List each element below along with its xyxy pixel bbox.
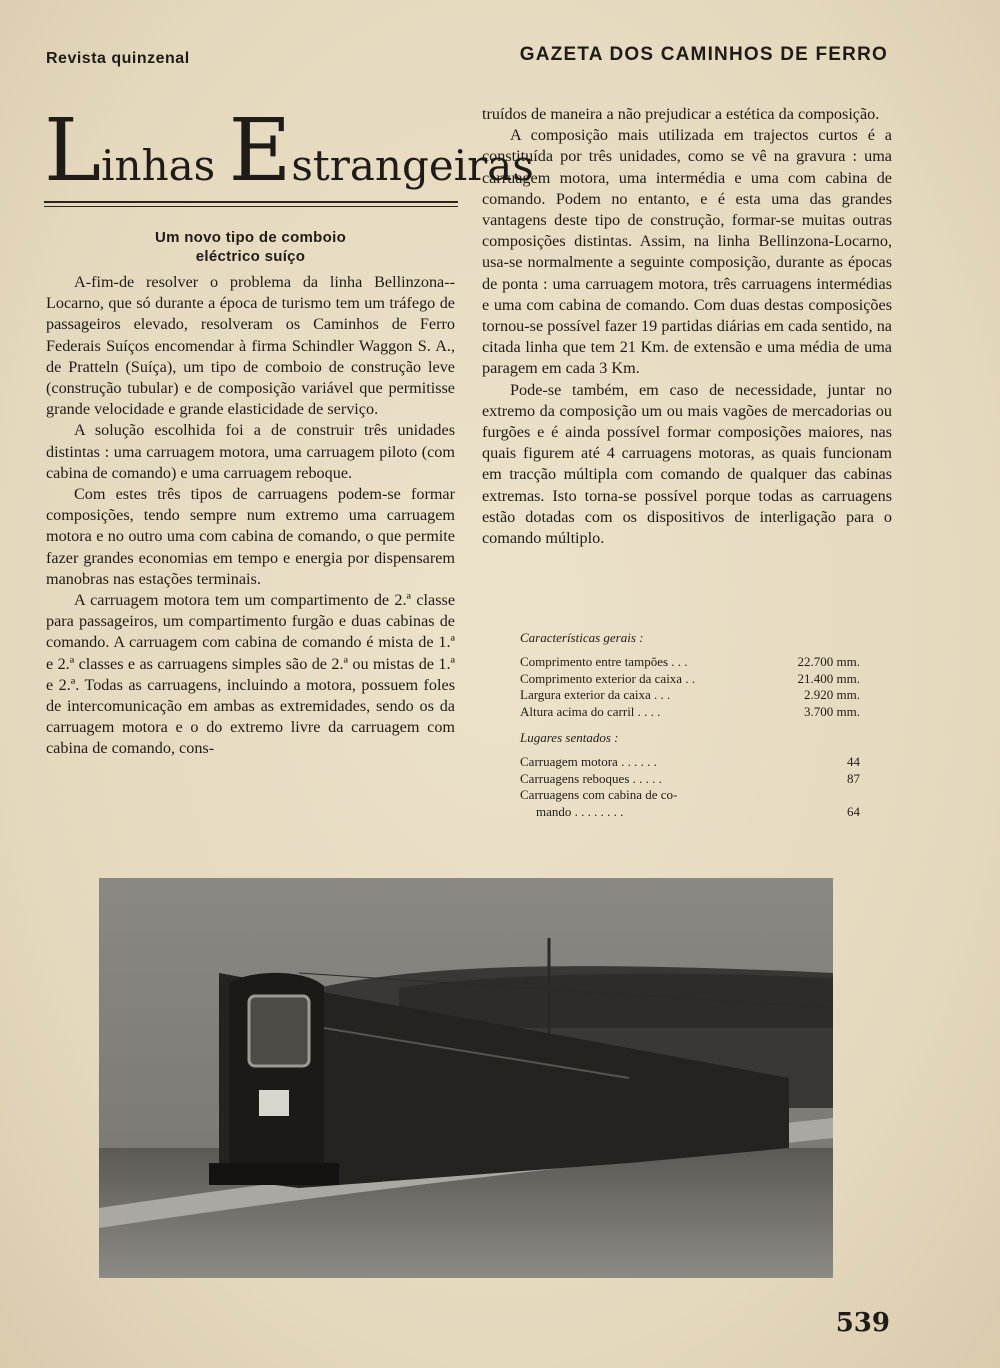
spec-label: Comprimento entre tampões . . . (520, 654, 688, 670)
section-title (44, 101, 534, 204)
page-number: 539 (835, 1308, 890, 1338)
specifications-table (520, 630, 860, 820)
spec-row (520, 671, 860, 687)
paragraph: A carruagem motora tem um compartimento de 2.ª classe para passageiros, um compartimento furgão e duas cabinas de comando. A carruagem com cabina de comando é mista de 1.ª e 2.ª classes e as carruagens simples são de 2.ª ou mistas de 1.ª e 2.ª. Todas as carruagens, incluindo a motora, possuem foles de intercomunicação em ambas as extremidades, sendo os da carruagem motora e o do extremo livre da carruagem com cabina de comando, cons- (46, 591, 455, 758)
paragraph: Pode-se também, em caso de necessidade, juntar no extremo da composição um ou mais vagões de mercadorias ou furgões e é ainda possível formar composições maiores, nas quais figurem até 4 carruagens motoras, as quais funcionam em tracção múltipla com comando de qualquer das cabinas extremas. Isto torna-se possível porque todas as carruagens estão dotadas com os dispositivos de interligação para o comando múltiplo. (482, 380, 892, 548)
seat-row (520, 787, 860, 803)
seat-label: Carruagem motora . . . . . . (520, 754, 657, 770)
seat-value: 87 (847, 770, 860, 786)
left-column (46, 272, 455, 760)
spec-value: 3.700 mm. (804, 703, 860, 719)
train-photograph (99, 878, 833, 1278)
seat-row (520, 754, 860, 770)
spec-label: Altura acima do carril . . . . (520, 703, 661, 719)
paragraph-continued: truídos de maneira a não prejudicar a estética da composição. (482, 105, 880, 123)
spec-label: Comprimento exterior da caixa . . (520, 670, 696, 686)
seat-label: Carruagens com cabina de co- (520, 787, 678, 803)
spec-row (520, 687, 860, 703)
paragraph: A composição mais utilizada em trajectos curtos é a constituída por três unidades, como se vê na gravura : uma carruagem motora, uma intermédia e uma com cabina de comando. Podem no entanto, e é esta uma das grandes vantagens deste tipo de construção, formar-se muitas outras composições distintas. Assim, na linha Bellinzona-Locarno, usa-se normalmente a seguinte composição, durante as épocas de ponta : uma carruagem motora, três carruagens intermédias e uma com cabina de comando. Com duas destas composições tornou-se possível fazer 19 partidas diárias em cada sentido, na citada linha que tem 21 Km. de extensão e uma média de uma paragem em cada 3 Km. (482, 126, 892, 378)
running-header-right: GAZETA DOS CAMINHOS DE FERRO (519, 44, 888, 65)
title-initial-2: E (228, 101, 292, 201)
headlamp-panel (259, 1090, 289, 1116)
spec-label: Largura exterior da caixa . . . (520, 687, 671, 703)
seat-row (520, 804, 860, 820)
front-window (249, 996, 309, 1066)
title-rule-thin (44, 206, 458, 207)
running-header-left: Revista quinzenal (46, 50, 190, 67)
general-heading: Características gerais : (520, 630, 644, 645)
article-subtitle (46, 228, 455, 266)
spec-value: 21.400 mm. (797, 670, 860, 686)
spec-row (520, 654, 860, 670)
seat-row (520, 771, 860, 787)
seat-value: 44 (847, 754, 860, 770)
title-word-2: strangeiras (291, 141, 534, 190)
title-rule (44, 201, 458, 203)
seat-label: Carruagens reboques . . . . . (520, 770, 662, 786)
right-column (482, 104, 892, 549)
bogie (209, 1163, 339, 1185)
spec-value: 22.700 mm. (797, 654, 860, 670)
subtitle-line-2: eléctrico suíço (195, 248, 306, 265)
paragraph: Com estes três tipos de carruagens podem-se formar composições, tendo sempre num extremo uma carruagem motora e no outro uma com cabina de comando, o que permite fazer grandes economias em tempo e energia por dispensarem manobras nas estações terminais. (46, 485, 455, 588)
title-initial-1: L (44, 101, 102, 201)
seat-value (810, 787, 860, 803)
spec-row (520, 704, 860, 720)
subtitle-line-1: Um novo tipo de comboio (154, 229, 347, 246)
paragraph: A solução escolhida foi a de construir três unidades distintas : uma carruagem motora, uma carruagem piloto (com cabina de comando) e uma carruagem reboque. (46, 421, 455, 482)
train-photo-drawing (99, 878, 833, 1278)
paragraph: A-fim-de resolver o problema da linha Bellinzona--Locarno, que só durante a época de turismo tem um tráfego de passageiros elevado, resolveram os Caminhos de Ferro Federais Suíços encomendar à firma Schindler Waggon S. A., de Pratteln (Suíça), um tipo de comboio de construção leve (construção tubular) e de composição variável que permitisse grande velocidade e grande elasticidade de serviço. (46, 273, 455, 419)
seats-heading: Lugares sentados : (520, 730, 619, 746)
seat-value: 64 (847, 803, 860, 819)
spec-value: 2.920 mm. (804, 687, 860, 703)
seat-label: mando . . . . . . . . (536, 803, 624, 819)
title-word-1: inhas (101, 141, 229, 190)
